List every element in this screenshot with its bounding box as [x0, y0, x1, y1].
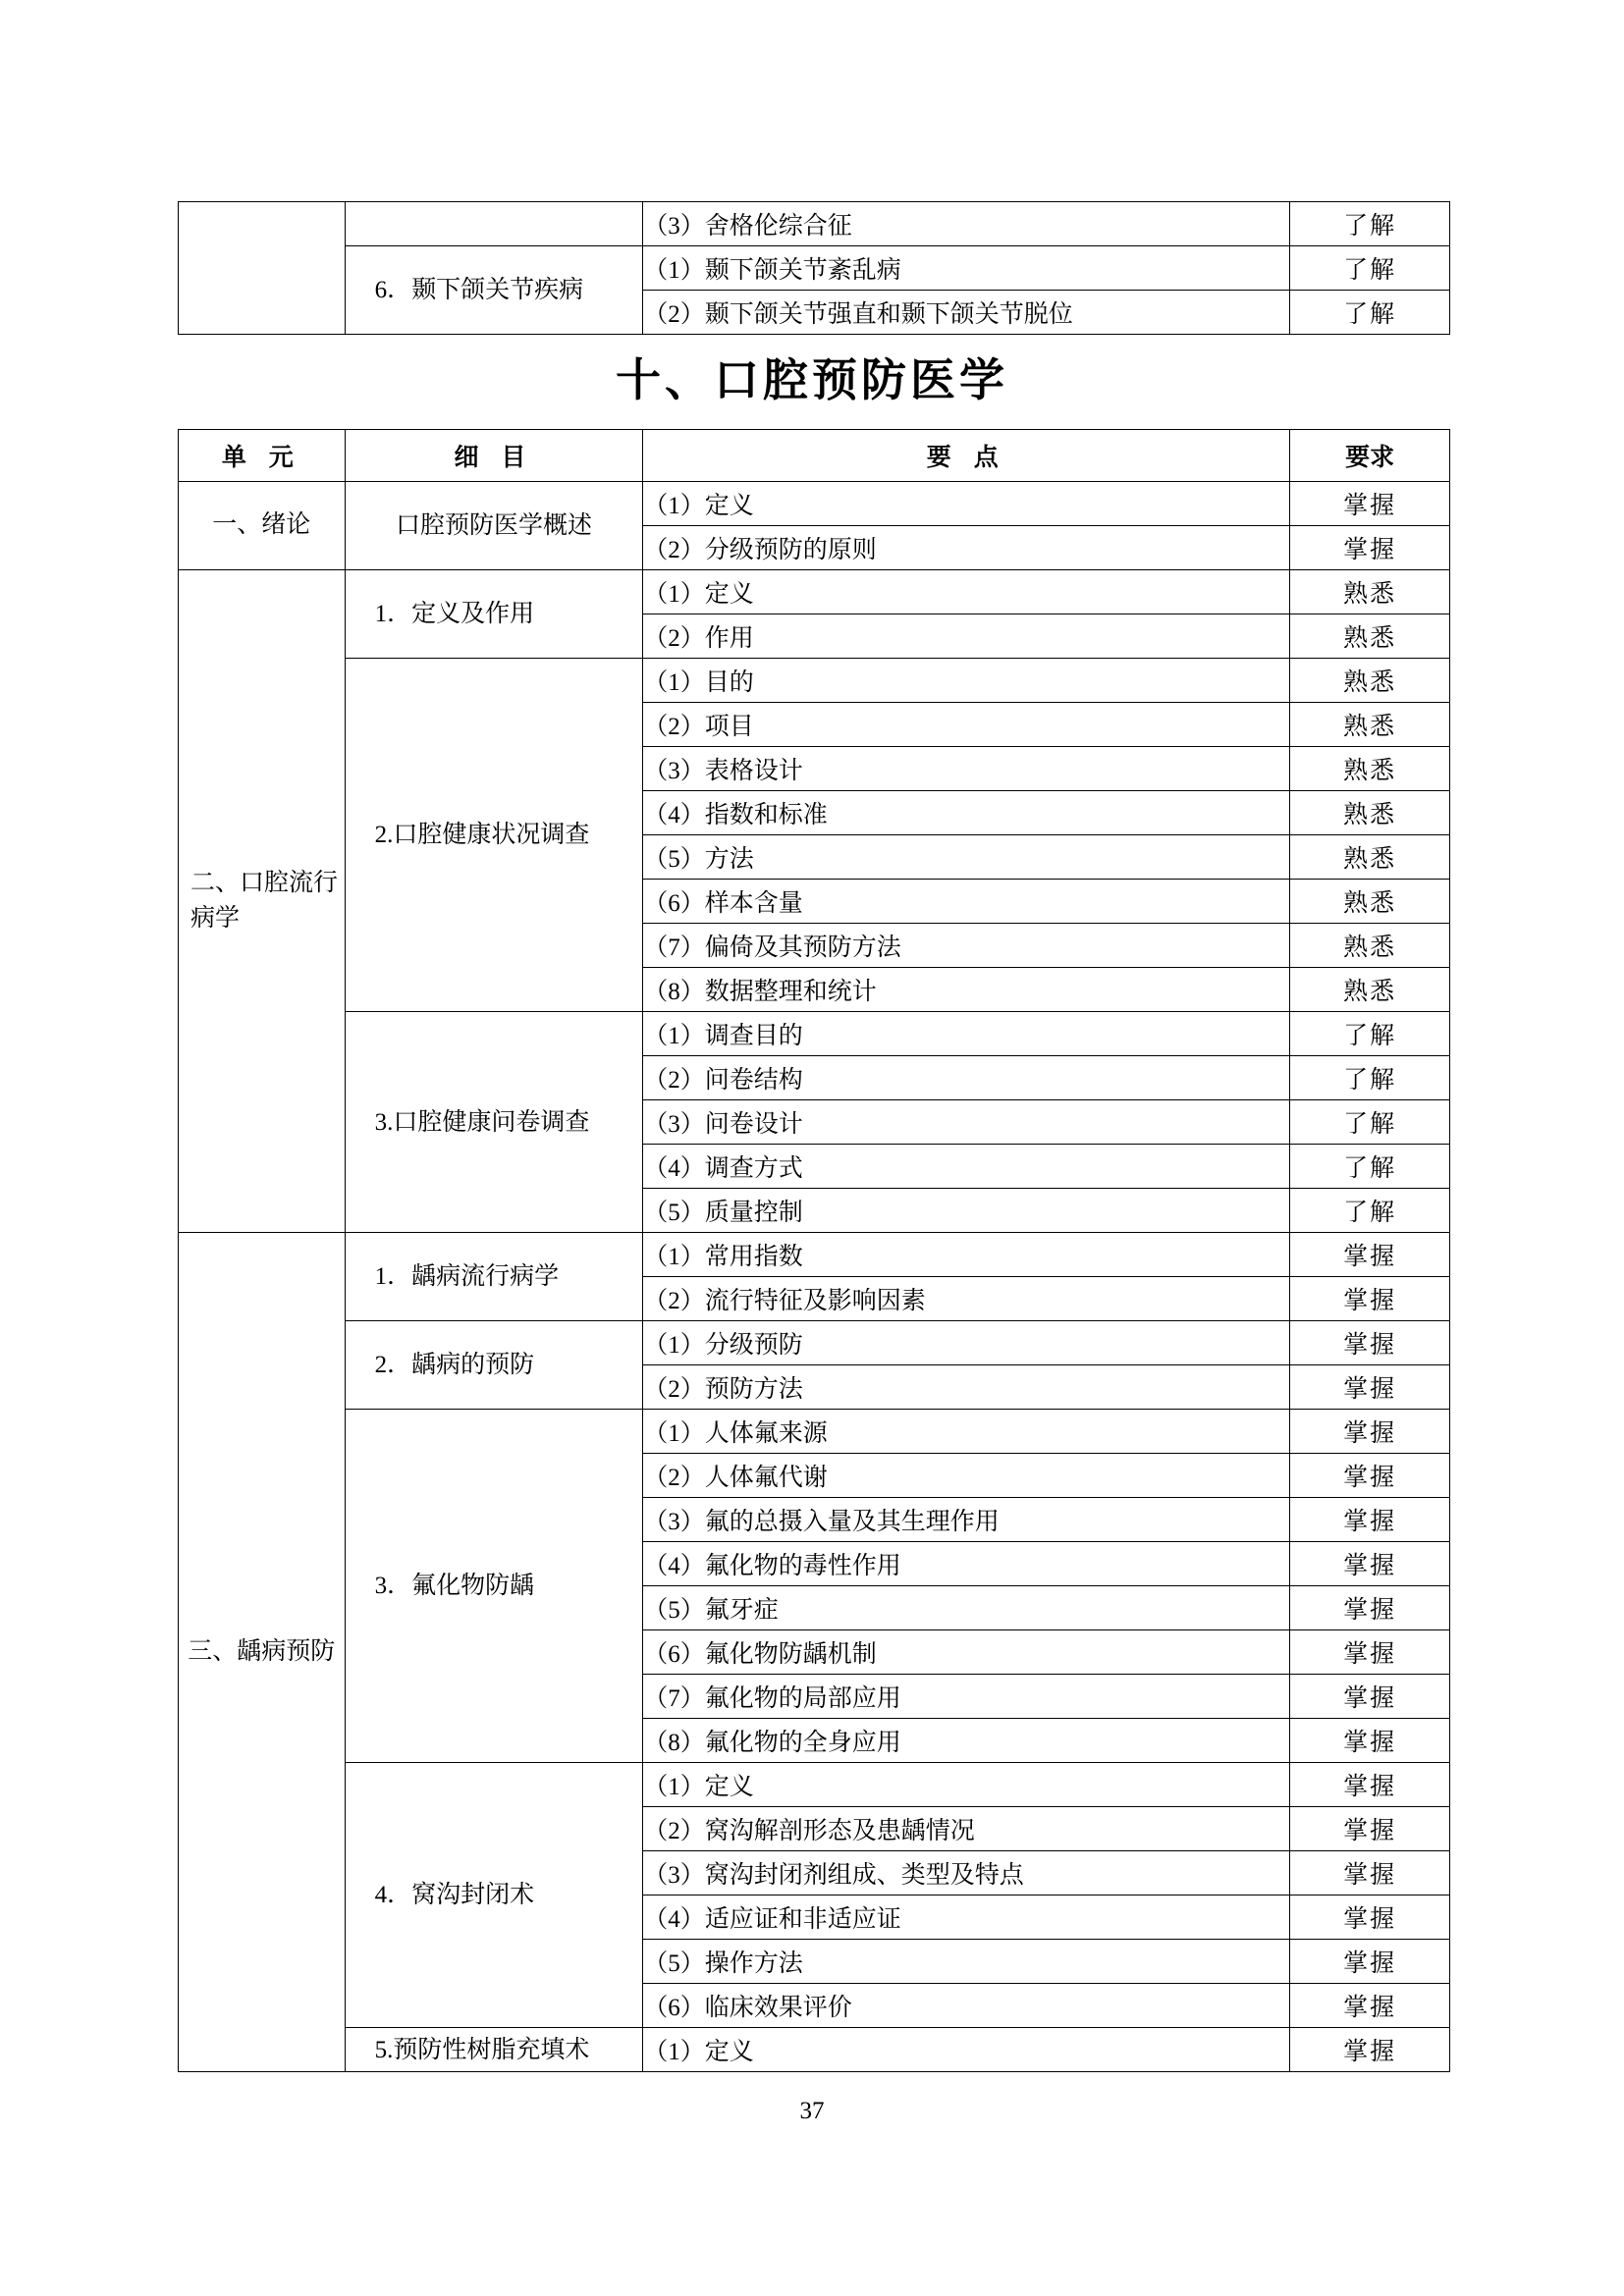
table-row [179, 2028, 1450, 2072]
table-row [179, 1321, 1450, 1365]
point-cell: （1）人体氟来源 [643, 1410, 1290, 1454]
header-row [179, 430, 1450, 482]
detail-cell: 4．窝沟封闭术 [345, 1763, 643, 2028]
table-row [179, 202, 1450, 246]
requirement-cell: 掌握 [1290, 1586, 1450, 1630]
point-cell: （2）窝沟解剖形态及患龋情况 [643, 1807, 1290, 1851]
unit-cell: 二、口腔流行病学 [179, 570, 346, 1233]
requirement-cell: 掌握 [1290, 482, 1450, 526]
unit-cell [179, 202, 346, 335]
page-number: 37 [799, 2098, 825, 2124]
point-cell: （2）问卷结构 [643, 1056, 1290, 1100]
requirement-cell: 熟悉 [1290, 791, 1450, 835]
requirement-cell: 掌握 [1290, 2028, 1450, 2072]
detail-cell: 1．定义及作用 [345, 570, 643, 659]
detail-cell: 6．颞下颌关节疾病 [345, 246, 643, 335]
point-cell: （7）氟化物的局部应用 [643, 1675, 1290, 1719]
point-cell: （2）人体氟代谢 [643, 1454, 1290, 1498]
requirement-cell: 掌握 [1290, 1719, 1450, 1763]
requirement-cell: 掌握 [1290, 1365, 1450, 1410]
continuation-table [178, 201, 1450, 335]
point-cell: （1）常用指数 [643, 1233, 1290, 1277]
requirement-cell: 掌握 [1290, 1277, 1450, 1321]
point-cell: （1）目的 [643, 659, 1290, 703]
detail-cell: 2．龋病的预防 [345, 1321, 643, 1410]
point-cell: （3）窝沟封闭剂组成、类型及特点 [643, 1851, 1290, 1896]
requirement-cell: 掌握 [1290, 526, 1450, 570]
top-table [178, 201, 1450, 335]
requirement-cell: 掌握 [1290, 1675, 1450, 1719]
point-cell: （6）氟化物防龋机制 [643, 1630, 1290, 1675]
detail-cell: 5.预防性树脂充填术 [345, 2028, 643, 2072]
requirement-cell: 掌握 [1290, 1807, 1450, 1851]
requirement-cell: 了解 [1290, 246, 1450, 291]
point-cell: （7）偏倚及其预防方法 [643, 924, 1290, 968]
table-header [179, 430, 1450, 482]
column-header-requirement: 要求 [1290, 430, 1450, 482]
requirement-cell: 熟悉 [1290, 924, 1450, 968]
point-cell: （4）适应证和非适应证 [643, 1896, 1290, 1940]
requirement-cell: 了解 [1290, 1056, 1450, 1100]
point-cell: （2）项目 [643, 703, 1290, 747]
unit-cell: 一、绪论 [179, 482, 346, 570]
point-cell: （1）颞下颌关节紊乱病 [643, 246, 1290, 291]
requirement-cell: 掌握 [1290, 1233, 1450, 1277]
point-cell: （5）操作方法 [643, 1940, 1290, 1984]
point-cell: （2）分级预防的原则 [643, 526, 1290, 570]
detail-cell: 2.口腔健康状况调查 [345, 659, 643, 1012]
point-cell: （4）调查方式 [643, 1145, 1290, 1189]
point-cell: （2）预防方法 [643, 1365, 1290, 1410]
requirement-cell: 熟悉 [1290, 835, 1450, 880]
table-row [179, 1233, 1450, 1277]
requirement-cell: 了解 [1290, 1100, 1450, 1145]
requirement-cell: 掌握 [1290, 1454, 1450, 1498]
point-cell: （1）定义 [643, 482, 1290, 526]
table-row [179, 482, 1450, 526]
detail-cell: 3.口腔健康问卷调查 [345, 1012, 643, 1233]
table-row [179, 1410, 1450, 1454]
table-row [179, 1763, 1450, 1807]
syllabus-table-container [178, 429, 1450, 2072]
requirement-cell: 熟悉 [1290, 747, 1450, 791]
requirement-cell: 掌握 [1290, 1498, 1450, 1542]
requirement-cell: 了解 [1290, 1189, 1450, 1233]
point-cell: （3）问卷设计 [643, 1100, 1290, 1145]
point-cell: （1）定义 [643, 1763, 1290, 1807]
table-row [179, 246, 1450, 291]
point-cell: （1）定义 [643, 570, 1290, 614]
requirement-cell: 了解 [1290, 1145, 1450, 1189]
point-cell: （1）定义 [643, 2028, 1290, 2072]
point-cell: （4）氟化物的毒性作用 [643, 1542, 1290, 1586]
point-cell: （6）样本含量 [643, 880, 1290, 924]
requirement-cell: 了解 [1290, 1012, 1450, 1056]
table-row [179, 659, 1450, 703]
requirement-cell: 熟悉 [1290, 570, 1450, 614]
detail-cell: 3．氟化物防龋 [345, 1410, 643, 1763]
detail-cell: 口腔预防医学概述 [345, 482, 643, 570]
point-cell: （2）流行特征及影响因素 [643, 1277, 1290, 1321]
column-header-point: 要 点 [643, 430, 1290, 482]
column-header-unit: 单 元 [179, 430, 346, 482]
point-cell: （2）颞下颌关节强直和颞下颌关节脱位 [643, 291, 1290, 335]
point-cell: （1）调查目的 [643, 1012, 1290, 1056]
point-cell: （8）数据整理和统计 [643, 968, 1290, 1012]
requirement-cell: 掌握 [1290, 1410, 1450, 1454]
point-cell: （3）氟的总摄入量及其生理作用 [643, 1498, 1290, 1542]
requirement-cell: 熟悉 [1290, 614, 1450, 659]
syllabus-table [178, 429, 1450, 2072]
point-cell: （1）分级预防 [643, 1321, 1290, 1365]
point-cell: （6）临床效果评价 [643, 1984, 1290, 2028]
point-cell: （2）作用 [643, 614, 1290, 659]
requirement-cell: 掌握 [1290, 1630, 1450, 1675]
point-cell: （8）氟化物的全身应用 [643, 1719, 1290, 1763]
point-cell: （3）舍格伦综合征 [643, 202, 1290, 246]
requirement-cell: 了解 [1290, 291, 1450, 335]
requirement-cell: 熟悉 [1290, 968, 1450, 1012]
requirement-cell: 掌握 [1290, 1851, 1450, 1896]
point-cell: （5）氟牙症 [643, 1586, 1290, 1630]
point-cell: （3）表格设计 [643, 747, 1290, 791]
requirement-cell: 熟悉 [1290, 703, 1450, 747]
requirement-cell: 掌握 [1290, 1542, 1450, 1586]
requirement-cell: 熟悉 [1290, 880, 1450, 924]
requirement-cell: 熟悉 [1290, 659, 1450, 703]
page-title: 十、口腔预防医学 [616, 354, 1008, 405]
table-row [179, 1012, 1450, 1056]
requirement-cell: 掌握 [1290, 1321, 1450, 1365]
column-header-detail: 细 目 [345, 430, 643, 482]
requirement-cell: 了解 [1290, 202, 1450, 246]
table-row [179, 570, 1450, 614]
requirement-cell: 掌握 [1290, 1763, 1450, 1807]
point-cell: （5）方法 [643, 835, 1290, 880]
requirement-cell: 掌握 [1290, 1940, 1450, 1984]
detail-cell: 1．龋病流行病学 [345, 1233, 643, 1321]
unit-cell: 三、龋病预防 [179, 1233, 346, 2072]
point-cell: （4）指数和标准 [643, 791, 1290, 835]
detail-cell [345, 202, 643, 246]
requirement-cell: 掌握 [1290, 1984, 1450, 2028]
requirement-cell: 掌握 [1290, 1896, 1450, 1940]
point-cell: （5）质量控制 [643, 1189, 1290, 1233]
